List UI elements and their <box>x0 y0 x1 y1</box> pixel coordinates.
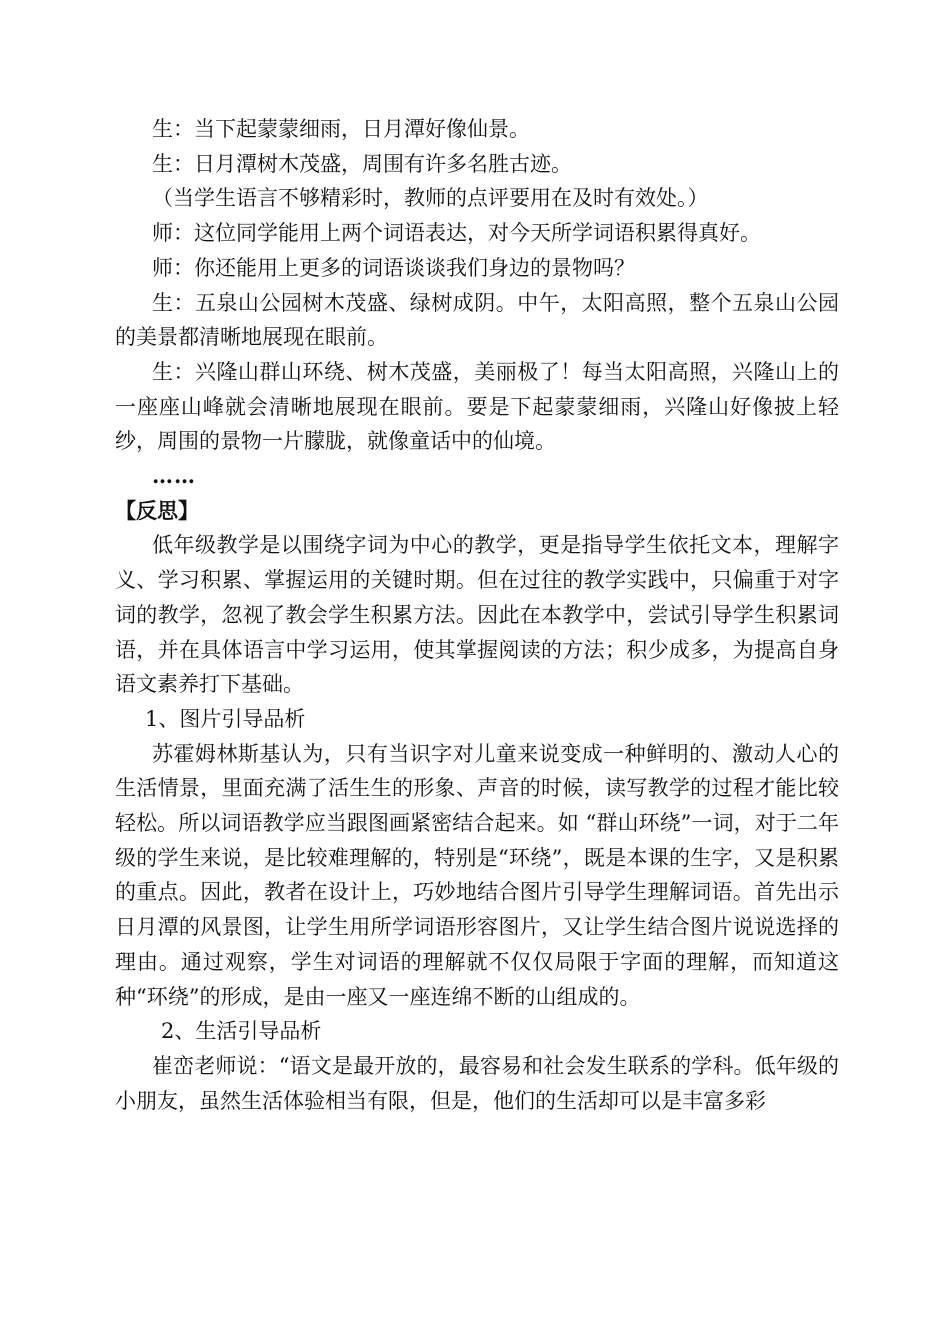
dialogue-line-3: 师：这位同学能用上两个词语表达，对今天所学词语积累得真好。 <box>152 221 761 246</box>
ellipsis: …… <box>152 463 196 489</box>
dialogue-line-4: 师：你还能用上更多的词语谈谈我们身边的景物吗？ <box>152 255 635 280</box>
section-2-body: 崔峦老师说：“语文是最开放的，最容易和社会发生联系的学科。低年级的小朋友，虽然生活体验相当有限，但是，他们的生活却可以是丰富多彩 <box>115 1053 839 1113</box>
section-1-title: 1、图片引导品析 <box>145 706 306 731</box>
reflection-intro: 低年级教学是以围绕字词为中心的教学，更是指导学生依托文本，理解字义、学习积累、掌握运用的关键时期。但在过往的教学实践中，只偏重于对字词的教学，忽视了教会学生积累方法。因此在本教学中，尝试引导学生积累词语，并在具体语言中学习运用，使其掌握阅读的方法；积少成多，为提高自身语文素养打下基础。 <box>115 533 839 697</box>
dialogue-line-2: 生：日月潭树木茂盛，周围有许多名胜古迹。 <box>152 151 572 176</box>
teacher-note: （当学生语言不够精彩时，教师的点评要用在及时有效处。） <box>152 186 709 211</box>
section-1-body: 苏霍姆林斯基认为，只有当识字对儿童来说变成一种鲜明的、激动人心的生活情景，里面充满了活生生的形象、声音的时候，读写教学的过程才能比较轻松。所以词语教学应当跟图画紧密结合起来。如 “群山环绕”一词，对于二年级的学生来说，是比较难理解的，特别是“环绕”，既是本课的生字，又是积累的重点。因此，教者在设计上，巧妙地结合图片引导学生理解词语。首先出示日月潭的风景图，让学生用所学词语形容图片，又让学生结合图片说说选择的理由。通过观察，学生对词语的理解就不仅仅局限于字面的理解，而知道这种“环绕”的形成，是由一座又一座连绵不断的山组成的。 <box>115 741 839 1009</box>
dialogue-line-1: 生：当下起蒙蒙细雨，日月潭好像仙景。 <box>152 117 530 141</box>
section-2-title: 2、生活引导品析 <box>161 1019 322 1044</box>
document-page <box>115 112 839 1118</box>
dialogue-line-6: 生：兴隆山群山环绕、树木茂盛，美丽极了！每当太阳高照，兴隆山上的一座座山峰就会清晰地展现在眼前。要是下起蒙蒙细雨，兴隆山好像披上轻纱，周围的景物一片朦胧，就像童话中的仙境。 <box>115 359 839 454</box>
reflection-heading: 【反思】 <box>115 498 199 523</box>
dialogue-line-5: 生：五泉山公园树木茂盛、绿树成阴。中午，太阳高照，整个五泉山公园的美景都清晰地展现在眼前。 <box>115 290 839 350</box>
